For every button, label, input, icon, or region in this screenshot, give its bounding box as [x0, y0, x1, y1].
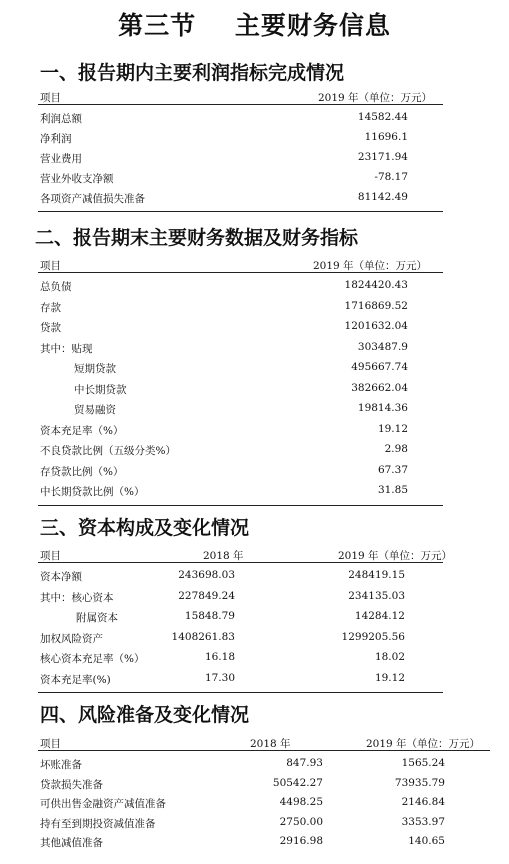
- table-row: [38, 300, 443, 321]
- header-item: 项目: [40, 738, 61, 750]
- section-3-heading: 三、资本构成及变化情况: [40, 517, 250, 539]
- table-row: [38, 382, 443, 403]
- table-row: [38, 569, 443, 590]
- row-value-2018: 2916.98: [279, 835, 323, 847]
- table-row: [38, 320, 443, 341]
- row-label: 贸易融资: [74, 404, 116, 416]
- row-value-2019: 31.85: [377, 484, 408, 496]
- header-2019: 2019 年（单位：万元）: [318, 92, 433, 104]
- table-row: [38, 464, 443, 485]
- page-title: 第三节 主要财务信息: [118, 11, 391, 40]
- row-value-2019: 19.12: [377, 422, 408, 435]
- header-item: 项目: [40, 550, 61, 562]
- row-value-2019: 1565.24: [401, 757, 445, 769]
- section-2-heading: 二、报告期末主要财务数据及财务指标: [35, 227, 359, 249]
- row-label: 可供出售金融资产减值准备: [40, 798, 166, 810]
- row-label: 营业外收支净额: [40, 173, 114, 185]
- row-value-2019: 140.65: [408, 835, 445, 847]
- row-value-2019: 1201632.04: [344, 320, 408, 332]
- header-2018: 2018 年: [203, 550, 244, 562]
- table-row: [38, 777, 490, 797]
- table-row: [38, 423, 443, 444]
- header-item: 项目: [40, 260, 61, 272]
- table-row: [38, 279, 443, 300]
- table-row: [38, 361, 443, 382]
- row-label: 短期贷款: [74, 363, 116, 375]
- row-value-2018: 243698.03: [178, 569, 235, 581]
- table-header: [38, 258, 443, 273]
- table-row: [38, 835, 490, 855]
- row-value-2019: 2146.84: [401, 796, 445, 808]
- row-label: 总负债: [40, 281, 72, 293]
- row-value-2019: 382662.04: [351, 381, 408, 394]
- row-label: 各项资产减值损失准备: [40, 193, 145, 205]
- row-value-2019: 1716869.52: [344, 299, 408, 312]
- header-2019: 2019 年（单位：万元）: [338, 550, 453, 562]
- row-value-2018: 847.93: [286, 757, 323, 769]
- row-label: 资本净额: [40, 571, 82, 583]
- row-label: 中长期贷款: [74, 383, 127, 396]
- table-row: [38, 131, 443, 151]
- row-value-2018: 50542.27: [272, 776, 323, 789]
- table-row: [38, 341, 443, 362]
- row-label: 核心资本充足率（%）: [40, 653, 145, 665]
- row-label: 资本充足率（%）: [40, 424, 124, 437]
- row-label: 资本充足率(%): [40, 673, 111, 686]
- row-label: 贷款: [40, 322, 61, 334]
- table-row: [38, 191, 443, 212]
- table-row: [38, 631, 443, 652]
- section-2-table: [38, 258, 443, 506]
- row-label: 其中：核心资本: [40, 591, 114, 604]
- row-value-2019: 2.98: [384, 443, 408, 455]
- header-2018: 2018 年: [250, 738, 291, 750]
- table-row: [38, 590, 443, 611]
- row-value-2019: 14582.44: [357, 111, 408, 123]
- table-row: [38, 171, 443, 191]
- row-value-2019: 14284.12: [354, 610, 405, 622]
- row-label: 利润总额: [40, 113, 82, 125]
- table-row: [38, 610, 443, 631]
- row-label: 其他减值准备: [40, 837, 103, 849]
- row-label: 持有至到期投资减值准备: [40, 817, 156, 830]
- row-value-2019: -78.17: [374, 171, 408, 183]
- row-value-2019: 11696.1: [364, 131, 408, 143]
- row-label: 存贷款比例（%）: [40, 465, 124, 478]
- row-value-2019: 1824420.43: [344, 279, 408, 291]
- header-2019: 2019 年（单位：万元）: [313, 260, 428, 272]
- row-value-2019: 3353.97: [401, 815, 445, 828]
- row-label: 不良贷款比例（五级分类%）: [40, 445, 176, 457]
- row-value-2019: 303487.9: [357, 340, 408, 353]
- table-row: [38, 651, 443, 672]
- header-item: 项目: [40, 92, 61, 104]
- row-label: 其中：贴现: [40, 342, 93, 355]
- row-label: 存款: [40, 301, 61, 314]
- section-1-heading: 一、报告期内主要利润指标完成情况: [40, 62, 345, 84]
- row-label: 贷款损失准备: [40, 778, 103, 791]
- row-label: 附属资本: [76, 612, 118, 624]
- header-2019: 2019 年（单位：万元）: [366, 738, 481, 750]
- row-label: 净利润: [40, 133, 72, 145]
- section-3-table: [38, 548, 453, 693]
- table-header: [38, 736, 490, 751]
- row-value-2018: 15848.79: [184, 610, 235, 622]
- table-row: [38, 484, 443, 506]
- row-value-2019: 67.37: [377, 463, 408, 476]
- table-row: [38, 111, 443, 131]
- row-value-2019: 248419.15: [348, 569, 405, 581]
- section-1-table: [38, 90, 443, 212]
- table-row: [38, 443, 443, 464]
- row-value-2018: 16.18: [204, 651, 235, 663]
- table-row: [38, 402, 443, 423]
- row-value-2019: 81142.49: [357, 191, 408, 203]
- table-row: [38, 796, 490, 816]
- section-4-heading: 四、风险准备及变化情况: [40, 704, 250, 726]
- table-row: [38, 151, 443, 171]
- row-value-2018: 17.30: [204, 671, 235, 684]
- table-header: [38, 548, 453, 563]
- row-label: 中长期贷款比例（%）: [40, 486, 145, 498]
- row-label: 坏账准备: [40, 759, 82, 771]
- row-value-2019: 495667.74: [351, 361, 408, 373]
- row-value-2019: 1299205.56: [341, 630, 405, 643]
- table-row: [38, 757, 490, 777]
- row-value-2019: 23171.94: [357, 151, 408, 163]
- row-value-2019: 234135.03: [348, 589, 405, 602]
- row-value-2019: 18.02: [374, 651, 405, 663]
- row-value-2019: 19.12: [374, 671, 405, 684]
- row-value-2018: 227849.24: [178, 589, 235, 602]
- section-4-table: [38, 736, 490, 855]
- row-value-2018: 1408261.83: [171, 630, 235, 643]
- row-value-2019: 73935.79: [394, 776, 445, 789]
- row-value-2019: 19814.36: [357, 402, 408, 414]
- table-header: [38, 90, 443, 105]
- row-value-2018: 4498.25: [279, 796, 323, 808]
- row-label: 加权风险资产: [40, 632, 103, 645]
- row-label: 营业费用: [40, 153, 82, 165]
- table-row: [38, 672, 443, 694]
- table-row: [38, 816, 490, 836]
- row-value-2018: 2750.00: [279, 815, 323, 828]
